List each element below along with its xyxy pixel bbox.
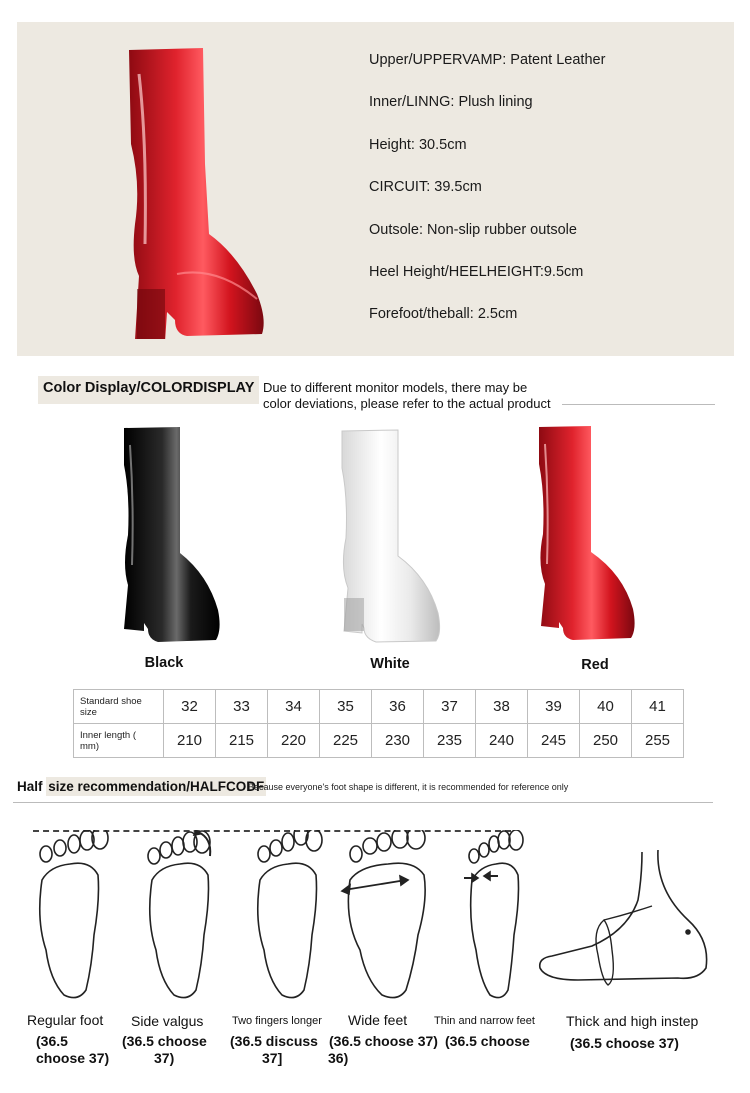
length-cell: 255 xyxy=(632,724,684,758)
spec-outsole: Outsole: Non-slip rubber outsole xyxy=(369,222,577,238)
wide-feet-icon xyxy=(342,830,425,998)
foot-title-two-fingers-longer: Two fingers longer xyxy=(232,1015,322,1027)
size-cell: 35 xyxy=(320,690,372,724)
size-cell: 40 xyxy=(580,690,632,724)
size-cell: 32 xyxy=(164,690,216,724)
size-cell: 34 xyxy=(268,690,320,724)
length-row-header: Inner length ( mm) xyxy=(74,724,164,758)
length-cell: 225 xyxy=(320,724,372,758)
divider xyxy=(562,404,715,405)
foot-rec-side-valgus: (36.5 choose 37) xyxy=(122,1033,207,1066)
color-label-black: Black xyxy=(144,655,184,671)
length-cell: 215 xyxy=(216,724,268,758)
color-note-line2: color deviations, please refer to the actual product xyxy=(263,396,551,411)
foot-title-thin-narrow: Thin and narrow feet xyxy=(434,1015,535,1027)
half-size-note: Because everyone's foot shape is different, it is recommended for reference only xyxy=(248,782,569,792)
color-label-red: Red xyxy=(581,657,609,673)
size-cell: 37 xyxy=(424,690,476,724)
length-cell: 235 xyxy=(424,724,476,758)
spec-circuit: CIRCUIT: 39.5cm xyxy=(369,179,482,195)
size-cell: 38 xyxy=(476,690,528,724)
foot-title-wide-feet: Wide feet xyxy=(348,1012,408,1028)
foot-title-high-instep: Thick and high instep xyxy=(566,1013,699,1029)
size-cell: 41 xyxy=(632,690,684,724)
divider xyxy=(13,802,713,803)
length-row xyxy=(74,724,684,758)
size-cell: 36 xyxy=(372,690,424,724)
color-display-note xyxy=(263,380,593,412)
color-display-title: Color Display/COLORDISPLAY xyxy=(38,376,259,404)
length-cell: 210 xyxy=(164,724,216,758)
spec-panel xyxy=(17,22,734,356)
two-fingers-longer-icon xyxy=(258,830,322,998)
size-cell: 33 xyxy=(216,690,268,724)
spec-inner: Inner/LINNG: Plush lining xyxy=(369,94,533,110)
foot-shape-illustrations xyxy=(20,830,730,1010)
size-cell: 39 xyxy=(528,690,580,724)
foot-rec-wide-feet: (36.5 choose 37) xyxy=(329,1033,438,1049)
foot-rec-thin-narrow: (36.5 choose 36) xyxy=(328,1033,530,1066)
size-row-header: Standard shoe size xyxy=(74,690,164,724)
spec-upper: Upper/UPPERVAMP: Patent Leather xyxy=(369,52,606,68)
spec-height: Height: 30.5cm xyxy=(369,137,467,153)
red-boot-large-image xyxy=(117,44,277,339)
high-instep-foot-icon xyxy=(540,850,707,985)
spec-heel-height: Heel Height/HEELHEIGHT:9.5cm xyxy=(369,264,584,280)
length-cell: 245 xyxy=(528,724,580,758)
foot-rec-regular: (36.5 choose 37) xyxy=(36,1033,110,1066)
length-cell: 240 xyxy=(476,724,528,758)
color-note-line1: Due to different monitor models, there may be xyxy=(263,380,528,395)
thin-narrow-feet-icon xyxy=(464,830,523,998)
color-label-white: White xyxy=(370,656,410,672)
foot-title-side-valgus: Side valgus xyxy=(131,1013,204,1029)
half-size-title: Half size recommendation/HALFCODF xyxy=(17,779,265,794)
regular-foot-icon xyxy=(40,830,108,998)
size-table xyxy=(73,689,684,758)
red-boot-image xyxy=(533,424,643,646)
foot-rec-two-fingers-longer: (36.5 discuss 37] xyxy=(230,1033,318,1066)
side-valgus-icon xyxy=(148,830,210,998)
foot-title-regular: Regular foot xyxy=(27,1012,104,1028)
length-cell: 220 xyxy=(268,724,320,758)
length-cell: 250 xyxy=(580,724,632,758)
foot-rec-high-instep: (36.5 choose 37) xyxy=(570,1035,679,1051)
black-boot-image xyxy=(118,425,228,647)
white-boot-image xyxy=(336,428,446,646)
size-row xyxy=(74,690,684,724)
spec-forefoot: Forefoot/theball: 2.5cm xyxy=(369,306,518,322)
length-cell: 230 xyxy=(372,724,424,758)
